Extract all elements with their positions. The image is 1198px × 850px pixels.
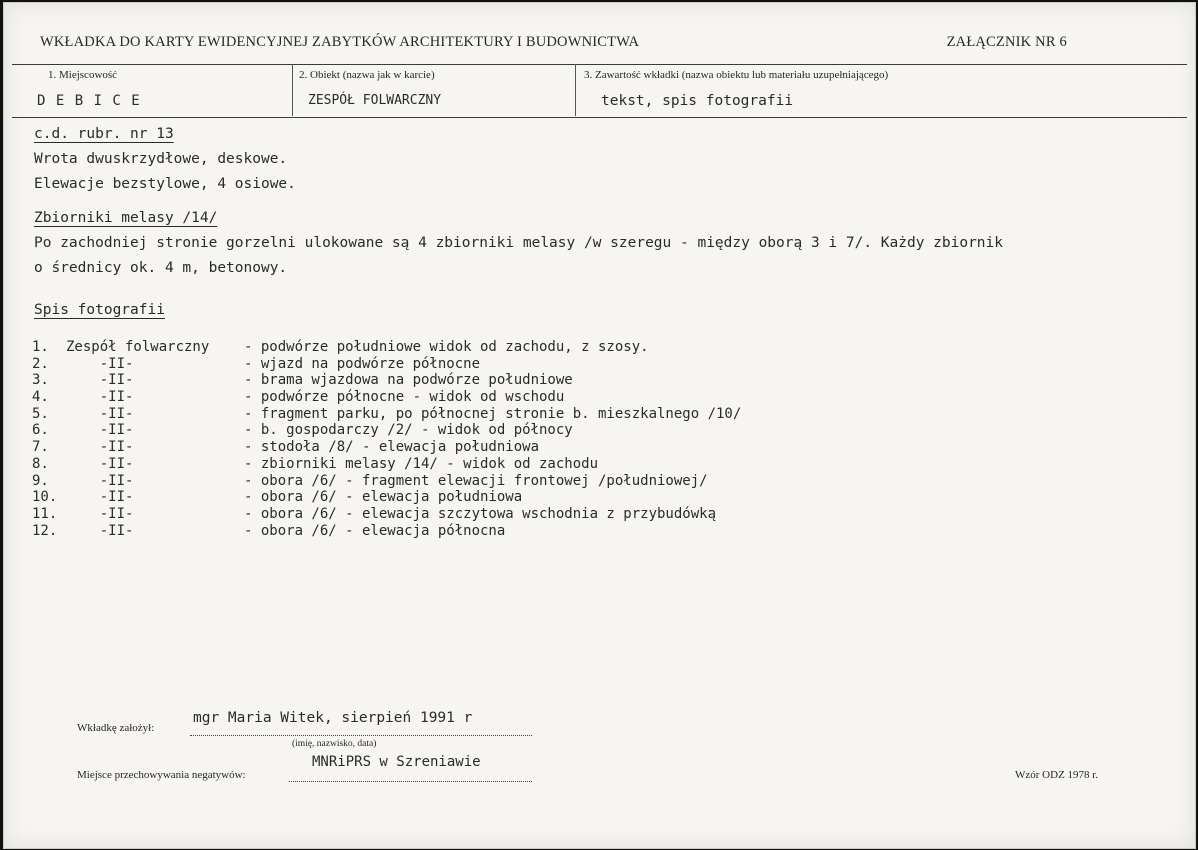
field-contents-value: tekst, spis fotografii (601, 93, 794, 109)
field-locality-label: 1. Miejscowość (48, 69, 118, 81)
photo-description: - obora /6/ - elewacja północna (244, 522, 506, 539)
field-locality-value: D E B I C E (37, 93, 141, 109)
photo-description: - stodoła /8/ - elewacja południowa (244, 439, 540, 456)
form-code: Wzór ODZ 1978 r. (1015, 769, 1099, 781)
photo-description: - b. gospodarczy /2/ - widok od północy (244, 422, 573, 439)
negatives-location-line (289, 781, 532, 782)
tanks-heading: Zbiorniki melasy /14/ (34, 210, 218, 226)
registry-card-insert (3, 2, 1196, 849)
photo-object: -II- (66, 489, 134, 506)
photo-description: - wjazd na podwórze północne (244, 355, 481, 372)
annex-number: ZAŁĄCZNIK NR 6 (946, 34, 1067, 50)
created-by-line (190, 735, 532, 736)
header-rule (12, 64, 1187, 65)
photo-description: - brama wjazdowa na podwórze południowe (244, 372, 573, 389)
photo-description: - obora /6/ - elewacja południowa (244, 489, 523, 506)
created-by-hint: (imię, nazwisko, data) (292, 739, 377, 749)
field-divider-2 (575, 64, 576, 116)
body-line-gate: Wrota dwuskrzydłowe, deskowe. (34, 151, 288, 167)
photo-number: 10. (32, 489, 58, 506)
photo-number: 9. (32, 472, 49, 489)
photo-description: - obora /6/ - fragment elewacji frontowej /południowej/ (244, 472, 708, 489)
continuation-heading: c.d. rubr. nr 13 (34, 126, 174, 142)
photo-object: -II- (66, 455, 134, 472)
photo-object: -II- (66, 405, 134, 422)
photo-number: 3. (32, 372, 49, 389)
photo-number: 7. (32, 439, 49, 456)
field-divider-1 (292, 64, 293, 116)
created-by-label: Wkładkę założył: (77, 722, 155, 734)
photo-object: -II- (66, 372, 134, 389)
photo-description: - fragment parku, po północnej stronie b. mieszkalnego /10/ (244, 405, 742, 422)
tanks-line-2: o średnicy ok. 4 m, betonowy. (34, 260, 288, 276)
photo-description: - obora /6/ - elewacja szczytowa wschodnia z przybudówką (244, 505, 717, 522)
photo-object: -II- (66, 505, 134, 522)
created-by-value: mgr Maria Witek, sierpień 1991 r (193, 710, 473, 726)
photo-number: 8. (32, 455, 49, 472)
negatives-location-value: MNRiPRS w Szreniawie (312, 754, 481, 770)
field-object-label: 2. Obiekt (nazwa jak w karcie) (299, 69, 435, 81)
photo-object: -II- (66, 439, 134, 456)
photo-number: 5. (32, 405, 49, 422)
photo-number: 12. (32, 522, 58, 539)
photo-description: - podwórze północne - widok od wschodu (244, 389, 565, 406)
field-contents-label: 3. Zawartość wkładki (nazwa obiektu lub materiału uzupełniającego) (584, 69, 889, 81)
photo-description: - podwórze południowe widok od zachodu, z szosy. (244, 339, 649, 355)
photo-object: -II- (66, 472, 134, 489)
body-line-elevations: Elewacje bezstylowe, 4 osiowe. (34, 176, 296, 192)
photo-object: -II- (66, 389, 134, 406)
photo-number: 6. (32, 422, 49, 439)
negatives-location-label: Miejsce przechowywania negatywów: (77, 769, 246, 781)
fields-rule (12, 117, 1187, 118)
photo-number: 4. (32, 389, 49, 406)
photo-object: -II- (66, 522, 134, 539)
photos-heading: Spis fotografii (34, 302, 165, 318)
photo-number: 11. (32, 505, 58, 522)
form-title: WKŁADKA DO KARTY EWIDENCYJNEJ ZABYTKÓW ARCHITEKTURY I BUDOWNICTWA (40, 34, 640, 50)
photo-object: Zespół folwarczny (66, 339, 210, 355)
field-object-value: ZESPÓŁ FOLWARCZNY (308, 93, 442, 108)
tanks-line-1: Po zachodniej stronie gorzelni ulokowane są 4 zbiorniki melasy /w szeregu - między oborą 3 i 7/. Każdy zbiornik (34, 235, 1004, 251)
photo-number: 1. (32, 339, 49, 355)
photo-description: - zbiorniki melasy /14/ - widok od zachodu (244, 455, 599, 472)
photo-number: 2. (32, 355, 49, 372)
photo-object: -II- (66, 422, 134, 439)
photo-object: -II- (66, 355, 134, 372)
